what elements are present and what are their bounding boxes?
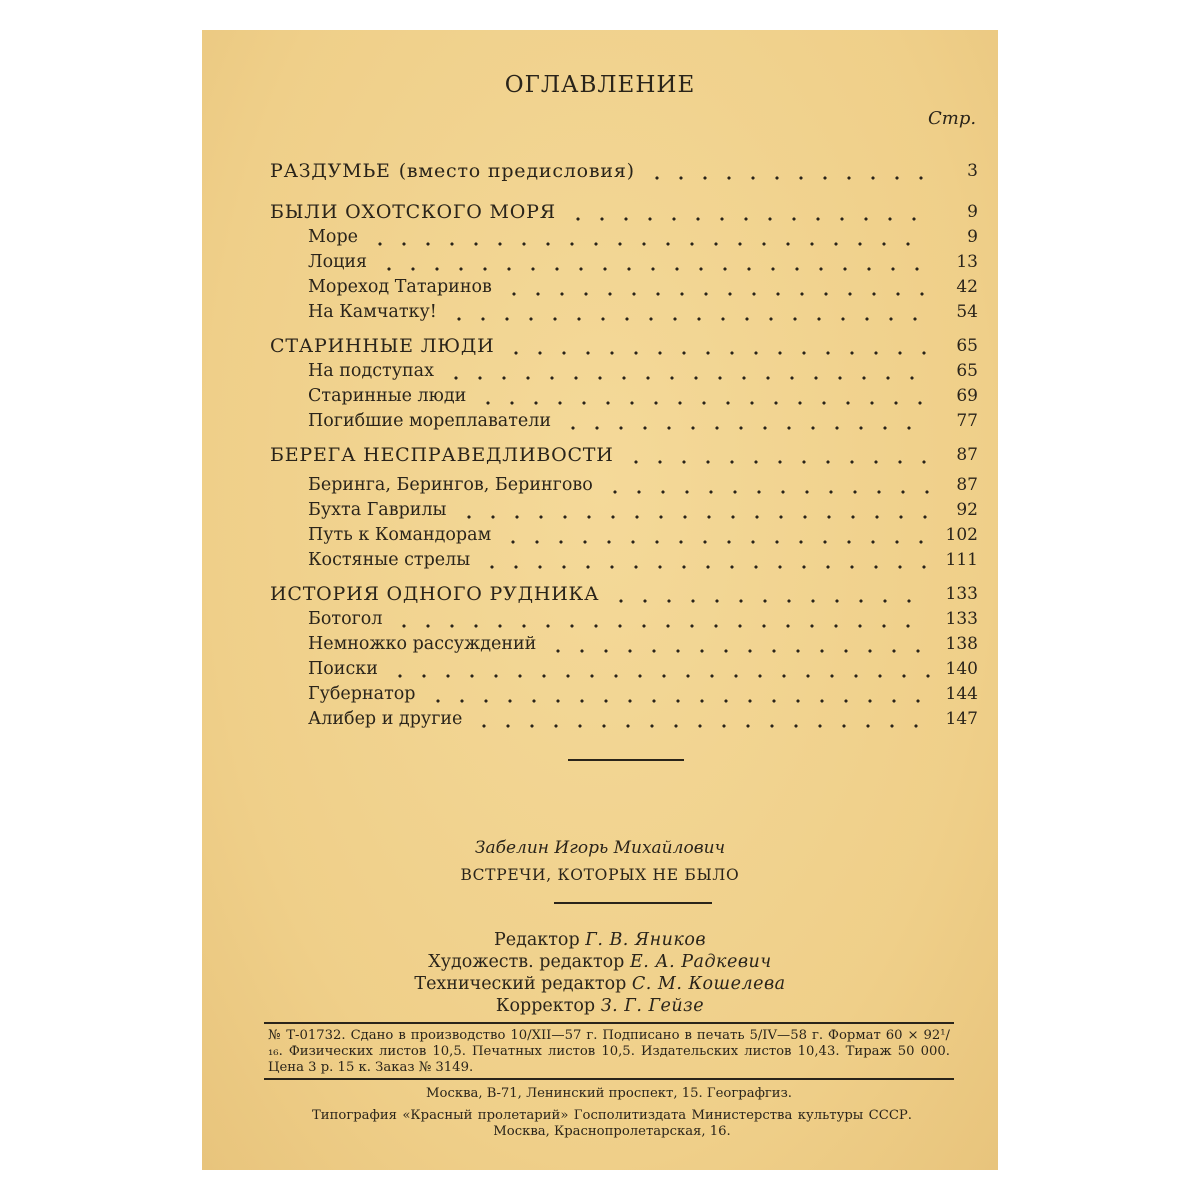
toc-label: БЕРЕГА НЕСПРАВЕДЛИВОСТИ: [270, 444, 614, 466]
toc-label: Алибер и другие: [308, 709, 463, 729]
toc-label: Костяные стрелы: [308, 550, 471, 570]
dot-leader: [624, 446, 930, 466]
dot-leader: [502, 278, 930, 298]
credit-person: З. Г. Гейзе: [600, 996, 705, 1016]
toc-entry-row: [202, 496, 998, 521]
toc-page-number: 54: [956, 302, 978, 322]
toc-entry-row: [202, 705, 998, 730]
toc-page-number: 140: [945, 659, 978, 679]
toc-entry-row: [202, 521, 998, 546]
toc-label: Беринга, Берингов, Берингово: [308, 475, 593, 495]
toc-page-number: 9: [967, 227, 978, 247]
toc-label: Немножко рассуждений: [308, 634, 537, 654]
toc-entry-row: [202, 605, 998, 630]
toc-page-number: 87: [956, 475, 978, 495]
dot-leader: [368, 228, 930, 248]
toc-label: Погибшие мореплаватели: [308, 411, 552, 431]
toc-page-number: 9: [967, 202, 978, 222]
toc-label: Губернатор: [308, 684, 416, 704]
toc-entry-row: [202, 248, 998, 273]
toc-label: Мореход Татаринов: [308, 277, 492, 297]
toc-entry-row: [202, 546, 998, 571]
credit-role: Корректор: [495, 996, 596, 1016]
toc-section-row: [202, 441, 998, 466]
toc-label: Старинные люди: [308, 386, 467, 406]
toc-page-number: 65: [956, 361, 978, 381]
toc-entry-row: [202, 655, 998, 680]
table-of-contents: [202, 30, 998, 750]
credit-person: Г. В. Яников: [585, 930, 707, 950]
toc-entry-row: [202, 273, 998, 298]
divider-rule-middle: [554, 902, 712, 904]
page-column-header: Стр.: [928, 108, 977, 129]
toc-page-number: 13: [956, 252, 978, 272]
dot-leader: [388, 660, 930, 680]
toc-page-number: 42: [956, 277, 978, 297]
toc-page-number: 87: [956, 445, 978, 465]
credit-role: Редактор: [493, 930, 580, 950]
toc-section-row: [202, 198, 998, 223]
dot-leader: [501, 526, 930, 546]
toc-entry-row: [202, 223, 998, 248]
toc-section-row: [202, 332, 998, 357]
toc-label: Лоция: [308, 252, 368, 272]
toc-entry-row: [202, 357, 998, 382]
divider-rule-imprint-top: [264, 1022, 954, 1024]
credit-role: Художеств. редактор: [428, 952, 625, 972]
dot-leader: [566, 203, 930, 223]
credit-line-tech-editor: [202, 974, 998, 994]
dot-leader: [645, 162, 930, 182]
toc-entry-row: [202, 630, 998, 655]
dot-leader: [447, 303, 930, 323]
toc-entry-row: [202, 680, 998, 705]
dot-leader: [546, 635, 930, 655]
toc-page-number: 77: [956, 411, 978, 431]
toc-section-row: [202, 580, 998, 605]
imprint-printer: Типография «Красный пролетарий» Госполитиздата Министерства культуры СССР. Москва, Краснопролетарская, 16.: [312, 1108, 912, 1139]
toc-label: БЫЛИ ОХОТСКОГО МОРЯ: [270, 201, 556, 223]
toc-label: Путь к Командорам: [308, 525, 492, 545]
toc-page-number: 144: [945, 684, 978, 704]
toc-label: На Камчатку!: [308, 302, 437, 322]
divider-rule-top: [568, 759, 684, 761]
author-name: Забелин Игорь Михайлович: [474, 838, 726, 858]
dot-leader: [609, 585, 930, 605]
book-page: [202, 30, 998, 1170]
toc-page-number: 111: [945, 550, 978, 570]
dot-leader: [392, 610, 930, 630]
dot-leader: [444, 362, 930, 382]
dot-leader: [603, 476, 930, 496]
toc-entry-row: [202, 382, 998, 407]
dot-leader: [504, 337, 930, 357]
credit-line-editor: [202, 930, 998, 950]
dot-leader: [476, 387, 930, 407]
toc-entry-row: [202, 471, 998, 496]
toc-page-number: 69: [956, 386, 978, 406]
toc-label: Ботогол: [308, 609, 383, 629]
toc-page-number: 138: [945, 634, 978, 654]
toc-page-number: 65: [956, 336, 978, 356]
toc-label: Море: [308, 227, 359, 247]
toc-label: Бухта Гаврилы: [308, 500, 447, 520]
book-title: ВСТРЕЧИ, КОТОРЫХ НЕ БЫЛО: [460, 866, 740, 884]
credit-person: С. М. Кошелева: [631, 974, 786, 994]
divider-rule-imprint-bottom: [264, 1078, 954, 1080]
dot-leader: [377, 253, 930, 273]
credit-line-art-editor: [202, 952, 998, 972]
imprint-publisher: Москва, В-71, Ленинский проспект, 15. Географгиз.: [426, 1086, 792, 1101]
toc-page-number: 3: [967, 161, 978, 181]
toc-section-row: [202, 157, 998, 182]
toc-page-number: 92: [956, 500, 978, 520]
toc-heading: ОГЛАВЛЕНИЕ: [504, 72, 696, 98]
dot-leader: [457, 501, 931, 521]
dot-leader: [426, 685, 931, 705]
toc-entry-row: [202, 298, 998, 323]
credit-role: Технический редактор: [414, 974, 627, 994]
toc-page-number: 102: [945, 525, 978, 545]
toc-label: Поиски: [308, 659, 378, 679]
toc-label: СТАРИННЫЕ ЛЮДИ: [270, 335, 495, 357]
dot-leader: [472, 710, 930, 730]
toc-page-number: 147: [945, 709, 978, 729]
toc-page-number: 133: [945, 584, 978, 604]
toc-page-number: 133: [945, 609, 978, 629]
toc-label: ИСТОРИЯ ОДНОГО РУДНИКА: [270, 583, 600, 605]
imprint-production-details: № Т-01732. Сдано в производство 10/XII—57 г. Подписано в печать 5/IV—58 г. Формат 60 × 92¹/₁₆. Физических листов 10,5. Печатных листов 10,5. Издательских листов 10,43. Тираж 50 000. Цена 3 р. 15 к. Заказ № 3149.: [268, 1028, 950, 1075]
toc-entry-row: [202, 407, 998, 432]
dot-leader: [480, 551, 930, 571]
credit-line-proofreader: [202, 996, 998, 1016]
dot-leader: [561, 412, 930, 432]
toc-label: На подступах: [308, 361, 434, 381]
credit-person: Е. А. Радкевич: [629, 952, 772, 972]
toc-label: РАЗДУМЬЕ: [270, 160, 391, 182]
toc-note: (вместо предисловия): [398, 160, 635, 182]
